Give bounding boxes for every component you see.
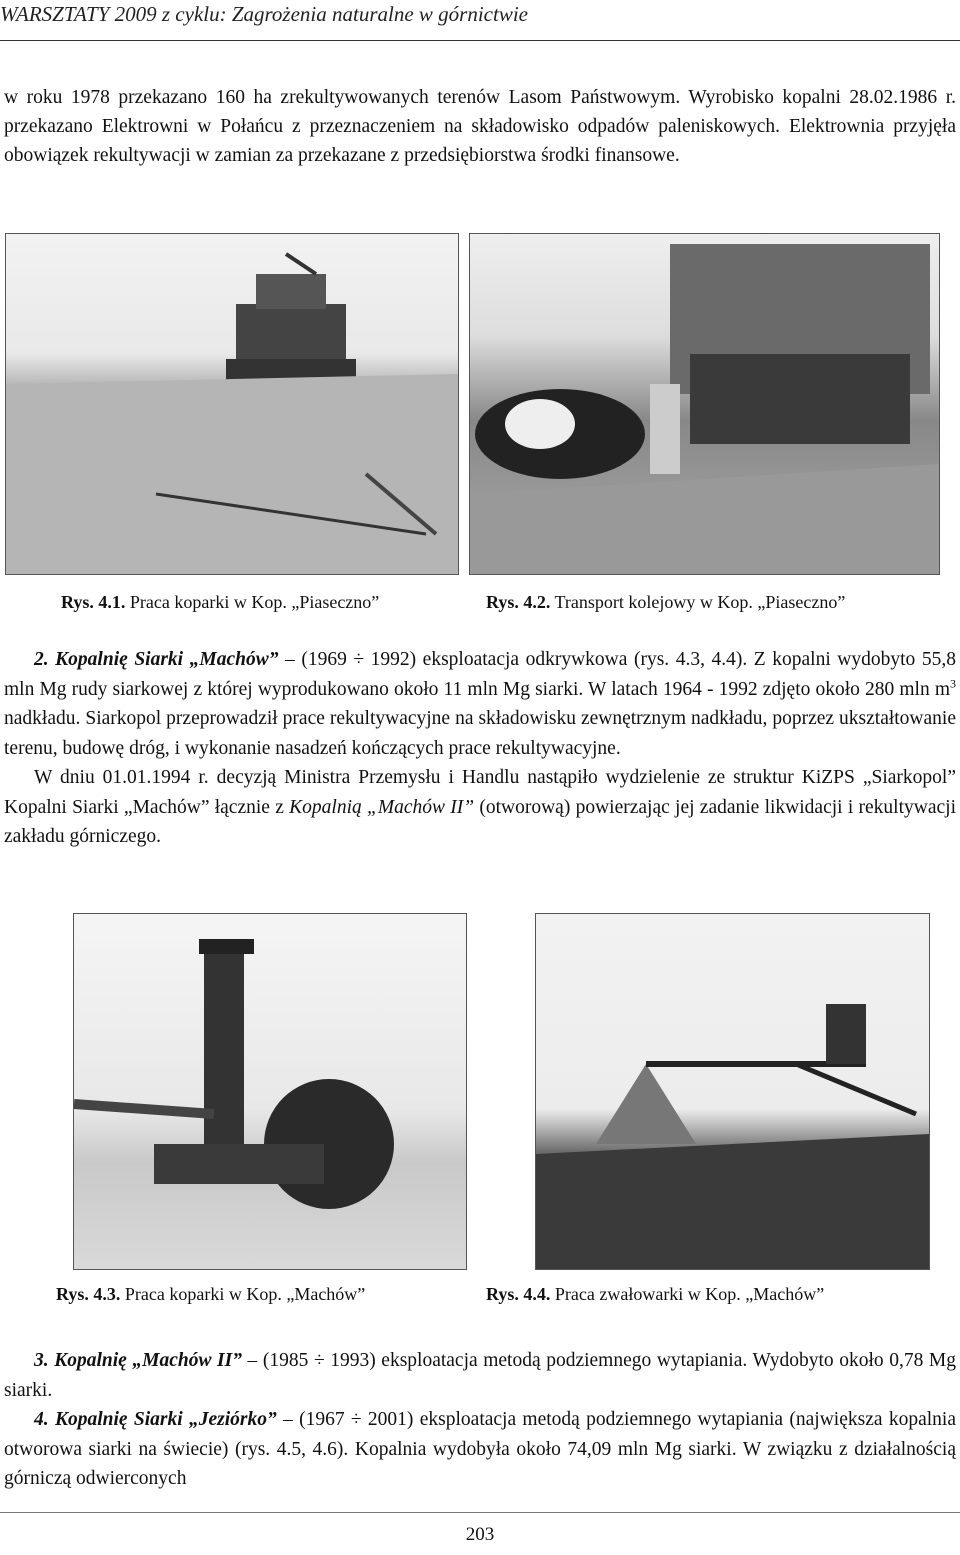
item-number: 4. xyxy=(34,1409,49,1430)
mine-name: Kopalnię „Machów II” xyxy=(48,1350,242,1371)
superscript: 3 xyxy=(950,676,956,690)
paragraph-text: – (1985 ÷ 1993) eksploatacja metodą podziemnego wytapiania. Wydobyto około 0,78 Mg siarki. xyxy=(4,1350,956,1401)
photo-excavator-piaseczno xyxy=(5,233,459,575)
paragraph-machow xyxy=(4,645,956,852)
photo-excavator-machow xyxy=(73,913,467,1270)
paragraph-text: (otworową) powierzając jej zadanie likwidacji i rekultywacji zakładu górniczego. xyxy=(4,796,956,847)
caption-text: Praca zwałowarki w Kop. „Machów” xyxy=(550,1284,825,1304)
photo-railway-transport-piaseczno xyxy=(469,233,940,575)
paragraph-intro: w roku 1978 przekazano 160 ha zrekultywowanych terenów Lasom Państwowym. Wyrobisko kopalni 28.02.1986 r. przekazano Elektrowni w Połańcu z przeznaczeniem na składowisko odpadów paleniskowych. Elektrownia przyjęła obowiązek rekultywacji w zamian za przekazane z przedsiębiorstwa środki finansowe. xyxy=(4,87,956,166)
figure-number: Rys. 4.1. xyxy=(61,592,126,612)
paragraph-text: – (1969 ÷ 1992) eksploatacja odkrywkowa (rys. 4.3, 4.4). Z kopalni wydobyto 55,8 mln Mg rudy siarkowej z której wyprodukowano około 11 mln Mg siarki. W latach 1964 - 1992 zdjęto około 280 mln m xyxy=(4,649,956,700)
photo-spreader-machow xyxy=(535,913,930,1270)
figure-number: Rys. 4.4. xyxy=(486,1284,551,1304)
caption-text: Praca koparki w Kop. „Piaseczno” xyxy=(125,592,380,612)
paragraph-text: nadkładu. Siarkopol przeprowadził prace rekultywacyjne na składowisku zewnętrznym nadkładu, poprzez ukształtowanie terenu, budowę dróg, i wykonanie nasadzeń kończących prace rekultywacyjne. xyxy=(4,708,956,759)
caption-figure-4-2 xyxy=(486,592,845,613)
mine-name: Kopalnię Siarki „Machów” xyxy=(48,649,279,670)
header-divider xyxy=(0,40,960,41)
caption-text: Transport kolejowy w Kop. „Piaseczno” xyxy=(550,592,846,612)
running-header: WARSZTATY 2009 z cyklu: Zagrożenia naturalne w górnictwie xyxy=(0,2,528,26)
page-number: 203 xyxy=(465,1524,495,1545)
caption-figure-4-1 xyxy=(61,592,379,613)
figure-number: Rys. 4.3. xyxy=(56,1284,121,1304)
paragraph-machow-ii-jeziorko xyxy=(4,1346,956,1494)
paragraph-text: W dniu 01.01.1994 r. decyzją Ministra Przemysłu i Handlu nastąpiło wydzielenie ze struktur KiZPS „Siarkopol” Kopalni Siarki „Machów” łącznie z xyxy=(4,767,956,818)
footer-divider xyxy=(0,1512,960,1513)
figure-number: Rys. 4.2. xyxy=(486,592,551,612)
mine-name: Kopalnię Siarki „Jeziórko” xyxy=(48,1409,277,1430)
caption-figure-4-3 xyxy=(56,1284,365,1305)
caption-figure-4-4 xyxy=(486,1284,824,1305)
paragraph-text: – (1967 ÷ 2001) eksploatacja metodą podziemnego wytapiania (największa kopalnia otworowa siarki na świecie) (rys. 4.5, 4.6). Kopalnia wydobyła około 74,09 mln Mg siarki. W związku z działalnością górniczą odwierconych xyxy=(4,1409,956,1489)
item-number: 3. xyxy=(34,1350,49,1371)
item-number: 2. xyxy=(34,649,49,670)
mine-name-italic: Kopalnią „Machów II” xyxy=(289,796,475,818)
caption-text: Praca koparki w Kop. „Machów” xyxy=(120,1284,366,1304)
